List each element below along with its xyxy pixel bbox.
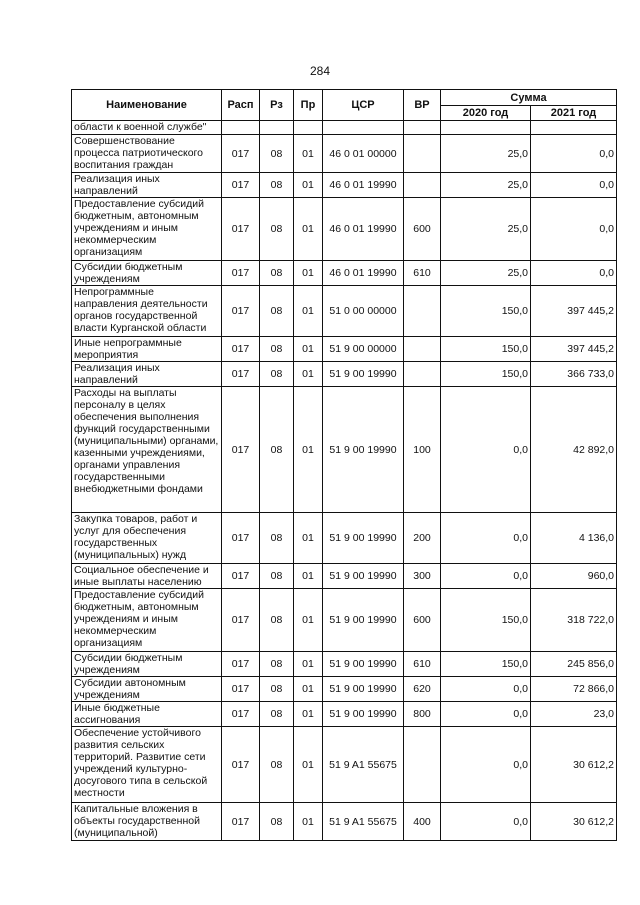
cell-rasp: 017 [222, 702, 260, 727]
cell-rasp: 017 [222, 135, 260, 173]
cell-vr: 200 [404, 513, 441, 564]
cell-pr: 01 [294, 652, 323, 677]
cell-2021: 397 445,2 [531, 286, 617, 337]
cell-name: Иные бюджетные ассигнования [72, 702, 222, 727]
cell-2021: 0,0 [531, 135, 617, 173]
table-row [72, 589, 617, 652]
continuation-row [72, 121, 617, 135]
cell-rasp: 017 [222, 513, 260, 564]
cell-rz: 08 [260, 337, 294, 362]
cell-2020: 25,0 [441, 261, 531, 286]
cell-2020: 150,0 [441, 652, 531, 677]
header-name: Наименование [72, 90, 222, 121]
cell-pr: 01 [294, 135, 323, 173]
cell-csr: 51 9 00 19990 [323, 387, 404, 513]
cell-2021: 0,0 [531, 173, 617, 198]
cell-name: Закупка товаров, работ и услуг для обеспечения государственных (муниципальных) нужд [72, 513, 222, 564]
cell-2021: 245 856,0 [531, 652, 617, 677]
cell-rasp: 017 [222, 564, 260, 589]
continuation-text: области к военной службе" [72, 121, 222, 135]
header-csr: ЦСР [323, 90, 404, 121]
cell-vr: 400 [404, 803, 441, 841]
cell-vr [404, 362, 441, 387]
cell-csr: 51 9 00 19990 [323, 564, 404, 589]
table-row [72, 135, 617, 173]
cell-2021: 72 866,0 [531, 677, 617, 702]
cell-vr [404, 337, 441, 362]
cell-pr: 01 [294, 337, 323, 362]
cell-csr: 51 9 A1 55675 [323, 727, 404, 803]
table-header-row [72, 90, 617, 106]
table-row [72, 652, 617, 677]
cell-rz: 08 [260, 702, 294, 727]
cell-2020: 150,0 [441, 362, 531, 387]
cell-rasp: 017 [222, 261, 260, 286]
cell-rz: 08 [260, 173, 294, 198]
cell-rasp: 017 [222, 803, 260, 841]
table-row [72, 387, 617, 513]
cell-rz: 08 [260, 589, 294, 652]
cell-2021: 366 733,0 [531, 362, 617, 387]
table-row [72, 337, 617, 362]
cell-csr: 51 9 00 00000 [323, 337, 404, 362]
cell-pr: 01 [294, 286, 323, 337]
cell-pr: 01 [294, 677, 323, 702]
cell-csr: 46 0 01 19990 [323, 198, 404, 261]
cell-2020: 150,0 [441, 589, 531, 652]
cell-name: Субсидии бюджетным учреждениям [72, 652, 222, 677]
cell-vr [404, 727, 441, 803]
cell-rz: 08 [260, 261, 294, 286]
cell-name: Реализация иных направлений [72, 173, 222, 198]
cell-2020: 25,0 [441, 173, 531, 198]
cell-rasp: 017 [222, 173, 260, 198]
cell-name: Капитальные вложения в объекты государственной (муниципальной) [72, 803, 222, 841]
cell-name: Субсидии бюджетным учреждениям [72, 261, 222, 286]
cell-rz: 08 [260, 387, 294, 513]
table-row [72, 286, 617, 337]
cell-rasp: 017 [222, 727, 260, 803]
cell-vr [404, 173, 441, 198]
cell-2021: 397 445,2 [531, 337, 617, 362]
cell-rz: 08 [260, 135, 294, 173]
cell-csr: 51 9 00 19990 [323, 362, 404, 387]
cell-2021: 960,0 [531, 564, 617, 589]
cell-rz: 08 [260, 286, 294, 337]
cell-pr: 01 [294, 198, 323, 261]
cell-vr: 600 [404, 198, 441, 261]
cell-2020: 0,0 [441, 702, 531, 727]
header-rasp: Расп [222, 90, 260, 121]
cell-name: Совершенствование процесса патриотического воспитания граждан [72, 135, 222, 173]
cell-2020: 25,0 [441, 198, 531, 261]
cell-pr: 01 [294, 727, 323, 803]
cell-vr [404, 135, 441, 173]
header-year-2021: 2021 год [531, 106, 617, 121]
table-row [72, 513, 617, 564]
cell-2020: 0,0 [441, 513, 531, 564]
cell-name: Субсидии автономным учреждениям [72, 677, 222, 702]
cell-2020: 0,0 [441, 387, 531, 513]
cell-vr: 620 [404, 677, 441, 702]
cell-rasp: 017 [222, 652, 260, 677]
cell-csr: 51 9 00 19990 [323, 677, 404, 702]
budget-table [71, 89, 617, 841]
cell-2021: 318 722,0 [531, 589, 617, 652]
table-row [72, 702, 617, 727]
cell-csr: 46 0 01 00000 [323, 135, 404, 173]
table-body [72, 121, 617, 841]
table-row [72, 198, 617, 261]
cell-rasp: 017 [222, 677, 260, 702]
table-row [72, 803, 617, 841]
cell-rz: 08 [260, 677, 294, 702]
cell-csr: 46 0 01 19990 [323, 261, 404, 286]
cell-rz: 08 [260, 198, 294, 261]
cell-pr: 01 [294, 803, 323, 841]
cell-2020: 0,0 [441, 564, 531, 589]
cell-2020: 25,0 [441, 135, 531, 173]
table-row [72, 261, 617, 286]
cell-pr: 01 [294, 564, 323, 589]
cell-csr: 51 9 00 19990 [323, 702, 404, 727]
cell-rasp: 017 [222, 362, 260, 387]
cell-rasp: 017 [222, 337, 260, 362]
cell-name: Реализация иных направлений [72, 362, 222, 387]
cell-name: Социальное обеспечение и иные выплаты населению [72, 564, 222, 589]
cell-name: Непрограммные направления деятельности органов государственной власти Курганской области [72, 286, 222, 337]
cell-rasp: 017 [222, 198, 260, 261]
cell-pr: 01 [294, 702, 323, 727]
header-sum: Сумма [441, 90, 617, 106]
cell-csr: 51 9 00 19990 [323, 652, 404, 677]
cell-pr: 01 [294, 589, 323, 652]
table-row [72, 362, 617, 387]
cell-2020: 0,0 [441, 803, 531, 841]
cell-2020: 150,0 [441, 286, 531, 337]
cell-2021: 0,0 [531, 198, 617, 261]
cell-vr: 800 [404, 702, 441, 727]
cell-rz: 08 [260, 652, 294, 677]
cell-2020: 0,0 [441, 727, 531, 803]
table-row [72, 727, 617, 803]
cell-rz: 08 [260, 564, 294, 589]
cell-name: Расходы на выплаты персоналу в целях обеспечения выполнения функций государственными (муниципальными) органами, казенными учреждениями, органами управления государственными внебюджетными фондами [72, 387, 222, 513]
cell-vr: 600 [404, 589, 441, 652]
cell-csr: 51 9 00 19990 [323, 513, 404, 564]
cell-2021: 42 892,0 [531, 387, 617, 513]
table-row [72, 677, 617, 702]
cell-2020: 0,0 [441, 677, 531, 702]
cell-csr: 46 0 01 19990 [323, 173, 404, 198]
cell-name: Предоставление субсидий бюджетным, автономным учреждениям и иным некоммерческим организациям [72, 198, 222, 261]
cell-2021: 30 612,2 [531, 727, 617, 803]
cell-pr: 01 [294, 173, 323, 198]
cell-pr: 01 [294, 362, 323, 387]
header-year-2020: 2020 год [441, 106, 531, 121]
cell-csr: 51 0 00 00000 [323, 286, 404, 337]
cell-vr: 610 [404, 652, 441, 677]
page-number: 284 [309, 64, 331, 78]
cell-rz: 08 [260, 803, 294, 841]
cell-2021: 0,0 [531, 261, 617, 286]
cell-rz: 08 [260, 727, 294, 803]
header-rz: Рз [260, 90, 294, 121]
table-row [72, 564, 617, 589]
table-row [72, 173, 617, 198]
cell-name: Иные непрограммные мероприятия [72, 337, 222, 362]
cell-pr: 01 [294, 387, 323, 513]
header-pr: Пр [294, 90, 323, 121]
cell-rz: 08 [260, 513, 294, 564]
cell-pr: 01 [294, 261, 323, 286]
cell-vr: 300 [404, 564, 441, 589]
header-vr: ВР [404, 90, 441, 121]
cell-2021: 30 612,2 [531, 803, 617, 841]
cell-rasp: 017 [222, 589, 260, 652]
cell-csr: 51 9 A1 55675 [323, 803, 404, 841]
cell-name: Обеспечение устойчивого развития сельских территорий. Развитие сети учреждений культурно-досугового типа в сельской местности [72, 727, 222, 803]
cell-vr: 610 [404, 261, 441, 286]
cell-2021: 23,0 [531, 702, 617, 727]
cell-csr: 51 9 00 19990 [323, 589, 404, 652]
cell-pr: 01 [294, 513, 323, 564]
cell-2021: 4 136,0 [531, 513, 617, 564]
cell-vr [404, 286, 441, 337]
cell-rz: 08 [260, 362, 294, 387]
cell-vr: 100 [404, 387, 441, 513]
cell-rasp: 017 [222, 286, 260, 337]
cell-2020: 150,0 [441, 337, 531, 362]
cell-rasp: 017 [222, 387, 260, 513]
cell-name: Предоставление субсидий бюджетным, автономным учреждениям и иным некоммерческим организациям [72, 589, 222, 652]
